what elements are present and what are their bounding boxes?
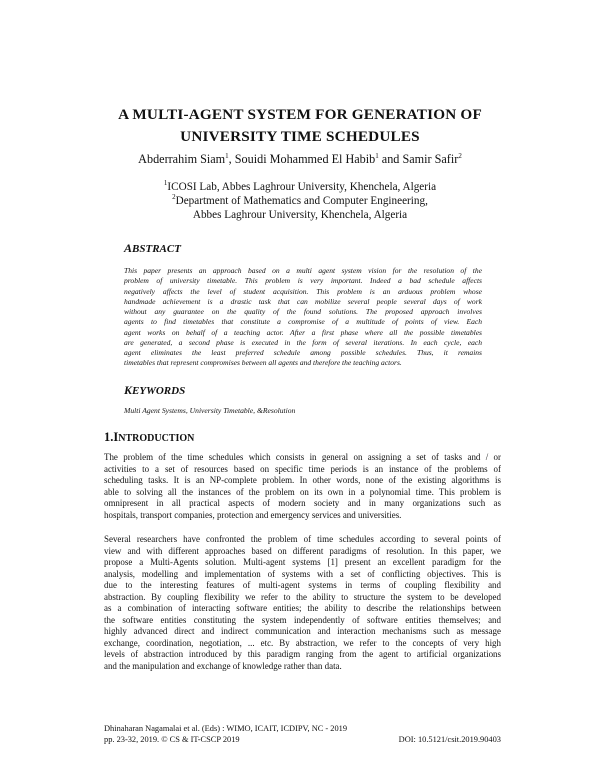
title-line-2: UNIVERSITY TIME SCHEDULES — [180, 128, 420, 145]
paragraph-line: able to solving all the instances of the problem on its own in a polynomial time. This problem is — [104, 486, 501, 497]
paragraph-line: propose a Multi-Agents solution. Multi-agent systems [1] present an excellent paradigm for the — [104, 557, 501, 568]
paragraph-line: activities to a set of resources based on specific time periods is an instance of the problems of — [104, 463, 501, 474]
paragraph-line: the software entities constituting the system independently of software entities themselves; and — [104, 614, 501, 625]
paragraph-line: exchange, coordination, negotiation, ... etc. By abstraction, we refer to the concepts of very high — [104, 637, 501, 648]
paper-title — [60, 104, 540, 148]
footer-row — [104, 735, 501, 746]
affiliation-1-mark: 1 — [163, 179, 168, 187]
introduction-paragraph-2 — [104, 534, 501, 673]
paragraph-line: omnipresent in all practical aspects of modern society and in many organizations such as — [104, 498, 501, 509]
footer-doi: DOI: 10.5121/csit.2019.90403 — [398, 734, 501, 744]
paragraph-line: as a combination of interacting software entities; the ability to describe the relationships between — [104, 603, 501, 614]
keywords-text: Multi Agent Systems, University Timetable, &Resolution — [124, 406, 296, 415]
paragraph-line: hospitals, transport companies, protection and emergency services and universities. — [104, 509, 402, 520]
footer-pages-copyright: pp. 23-32, 2019. © CS & IT-CSCP 2019 — [104, 734, 240, 744]
author-2-affil-mark: 1 — [375, 152, 379, 160]
keywords-heading — [124, 383, 185, 398]
affiliation-1 — [60, 181, 540, 195]
abstract-line: agent eliminates the least preferred schedule among possible schedules. Thus, it remains — [124, 348, 482, 357]
abstract-line: This paper presents an approach based on a multi agent system vision for the resolution of the — [124, 266, 482, 275]
abstract-body — [124, 266, 482, 369]
introduction-heading — [104, 430, 194, 445]
keywords-heading-rest: EYWORDS — [132, 385, 186, 397]
abstract-line: timetables that represent compromises between all agents and therefore the teaching actors. — [124, 358, 402, 368]
author-1-affil-mark: 1 — [225, 152, 229, 160]
affiliation-2-text: Department of Mathematics and Computer Engineering, — [175, 194, 428, 207]
affiliation-2 — [60, 192, 540, 209]
abstract-line: handmade achievement is a drastic task that can mobilize several people several days of work — [124, 296, 482, 306]
author-3: Samir Safir — [402, 152, 459, 166]
abstract-line: are generated, a second phase is executed in the form of several iterations. In each cycle, each — [124, 337, 482, 347]
affiliation-1-text: ICOSI Lab, Abbes Laghrour University, Khenchela, Algeria — [167, 181, 437, 193]
author-list — [60, 152, 540, 167]
abstract-line: negatively affects the level of student acquisition. This problem is an arduous problem whose — [124, 286, 482, 296]
paragraph-line: scheduling tasks. It is an NP-complete problem. In other words, none of the existing algorithms is — [104, 475, 501, 486]
abstract-line: problem of university timetable. This problem is very important. Indeed a bad schedule affects — [124, 276, 482, 286]
affiliation-2-mark: 2 — [172, 192, 176, 201]
footer-proceedings: Dhinaharan Nagamalai et al. (Eds) : WIMO, ICAIT, ICDIPV, NC - 2019 — [104, 724, 348, 733]
introduction-paragraph-1 — [104, 452, 501, 521]
title-line-1: A MULTI-AGENT SYSTEM FOR GENERATION OF — [118, 106, 482, 123]
page-footer — [104, 724, 501, 746]
keywords-heading-initial: K — [124, 383, 133, 397]
author-3-affil-mark: 2 — [458, 152, 462, 160]
paragraph-line: analysis, modelling and implementation of systems with a set of conflicting objectives. This is — [104, 568, 501, 579]
abstract-heading — [124, 241, 181, 256]
author-1: Abderrahim Siam — [138, 152, 226, 166]
introduction-heading-initial: I — [113, 430, 119, 444]
paragraph-line: and the manipulation and exchange of knowledge rather than data. — [104, 661, 342, 672]
paragraph-line: levels of abstraction introduced by this paradigm ranging from the agent to artificial organizations — [104, 649, 501, 660]
author-separator-2: and — [378, 152, 403, 166]
affiliations — [60, 181, 540, 222]
paragraph-line: The problem of the time schedules which consists in general on assigning a set of tasks and / or — [104, 452, 501, 462]
paragraph-line: highly advanced direct and indirect communication and interaction mechanisms such as message — [104, 626, 501, 637]
affiliation-2-cont: Abbes Laghrour University, Khenchela, Algeria — [192, 208, 408, 221]
paragraph-line: due to the interesting features of multi-agent systems in terms of coupling flexibility and — [104, 580, 501, 591]
abstract-line: agents to find timetables that constitute a compromise of a multitude of points of view. Each — [124, 317, 482, 327]
abstract-heading-initial: A — [124, 241, 133, 255]
section-number: 1. — [104, 430, 114, 444]
abstract-line: agent works on behalf of a teaching actor. After a first phase where all the possible timetables — [124, 327, 482, 337]
paragraph-line: Several researchers have confronted the problem of time schedules according to several points of — [104, 534, 501, 544]
paragraph-line: abstraction. By coupling flexibility we refer to the ability to structure the system to be developed — [104, 591, 501, 602]
author-separator-1: , — [228, 152, 235, 166]
abstract-heading-rest: BSTRACT — [132, 243, 181, 255]
paragraph-line: view and with different approaches based on different paradigms of resolution. In this paper, we — [104, 545, 501, 556]
author-2: Souidi Mohammed El Habib — [234, 152, 376, 166]
introduction-heading-rest: NTRODUCTION — [118, 433, 195, 444]
abstract-line: without any guarantee on the quality of the found solutions. The proposed approach involves — [124, 307, 482, 316]
